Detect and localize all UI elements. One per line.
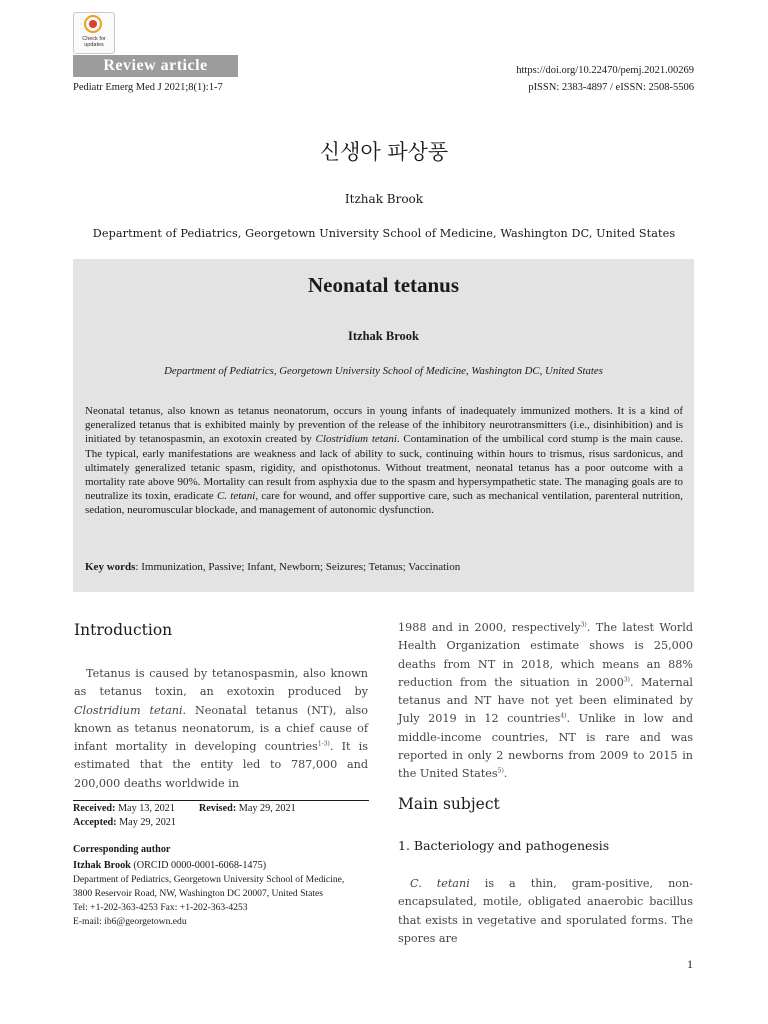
korean-author: Itzhak Brook bbox=[344, 192, 424, 206]
main-subject-heading: Main subject bbox=[398, 795, 500, 813]
abstract-text: Neonatal tetanus, also known as tetanus neonatorum, occurs in young infants of inadequately immunized mothers. It is a kind of generalized tetanus that is exhibited mainly by prevention of the release of the inhibitory neurotransmitters (i.e., disinhibition) and is initiated by tetanospasmin, an exotoxin created by Clostridium tetani. Contamination of the umbilical cord stump is the main cause. The typical, early manifestations are weakness and lack of ability to suck, continuing within hours to trismus, risus sardonicus, and ultimately generalized tetanic spasm, rigidity, and opisthotonus. Without treatment, neonatal tetanus has a poor outcome with a mortality rate above 90%. Mortality can result from asphyxia due to the spasm and hypersympathetic state. The managing goals are to neutralize its toxin, eradicate C. tetani, care for wound, and offer supportive care, such as mechanical ventilation, parenteral nutrition, sedation, neuromuscular blockade, and management of autonomic dysfunction. bbox=[85, 405, 683, 517]
subsection-heading: 1. Bacteriology and pathogenesis bbox=[398, 838, 610, 853]
bacteriology-paragraph: C. tetani is a thin, gram-positive, non-encapsulated, motile, obligated anaerobic bacillus that exists in vegetative and sporulated forms. The spores are bbox=[398, 877, 693, 945]
author-affiliation: Department of Pediatrics, Georgetown University School of Medicine, Washington DC, United States bbox=[164, 365, 603, 377]
corresponding-author: Corresponding author Itzhak Brook (ORCID 0000-0001-6068-1475) Department of Pediatrics, Georgetown University School of Medicine, 3800 Reservoir Road, NW, Washington DC 20007, United States Tel: +1-202-363-4253 Fax: +1-202-363-4253 E-mail: ib6@georgetown.edu bbox=[73, 843, 373, 929]
keywords: Key words: Immunization, Passive; Infant, Newborn; Seizures; Tetanus; Vaccination bbox=[85, 561, 461, 573]
korean-affiliation: Department of Pediatrics, Georgetown University School of Medicine, Washington DC, United States bbox=[92, 227, 676, 240]
check-for-updates-badge[interactable] bbox=[73, 12, 115, 54]
page-number: 1 bbox=[687, 957, 693, 971]
email-link[interactable]: E-mail: ib6@georgetown.edu bbox=[73, 916, 187, 927]
article-type-banner: Review article bbox=[73, 55, 238, 77]
divider-line bbox=[73, 800, 369, 801]
article-title: Neonatal tetanus bbox=[307, 273, 460, 297]
journal-citation: Pediatr Emerg Med J 2021;8(1):1-7 bbox=[73, 82, 223, 93]
introduction-paragraph: Tetanus is caused by tetanospasmin, also known as tetanus toxin, an exotoxin produced by Clostridium tetani. Neonatal tetanus (NT), also known as tetanus neonatorum, is a chief cause of infant mortality in developing countries$^{1-3)}$. It is estimated that the entity led to 787,000 and 200,000 deaths worldwide in bbox=[74, 667, 368, 790]
author-name: Itzhak Brook bbox=[348, 329, 419, 343]
doi-link[interactable]: https://doi.org/10.22470/pemj.2021.00269 bbox=[516, 65, 694, 76]
issn-line: pISSN: 2383-4897 / eISSN: 2508-5506 bbox=[528, 82, 694, 93]
korean-title: 신생아 파상풍 bbox=[319, 140, 449, 164]
abstract-box bbox=[73, 259, 694, 592]
right-column-paragraph: 1988 and in 2000, respectively$^{3)}$. The latest World Health Organization estimate shows is 25,000 deaths from NT in 2018, which means an 88% reduction from the situation in 2000$^{3)}$. Maternal tetanus and NT have not yet been eliminated by July 2019 in 12 countries$^{4)}$. Unlike in low and middle-income countries, NT is rare and was reported in only 2 newborns from 2009 to 2015 in the United States$^{5)}$. bbox=[398, 621, 694, 781]
article-history: Received: May 13, 2021 Revised: May 29, 2021 Accepted: May 29, 2021 bbox=[73, 803, 296, 828]
introduction-heading: Introduction bbox=[74, 621, 173, 639]
crossmark-icon bbox=[84, 15, 102, 33]
badge-label: Check for updates bbox=[82, 36, 106, 48]
